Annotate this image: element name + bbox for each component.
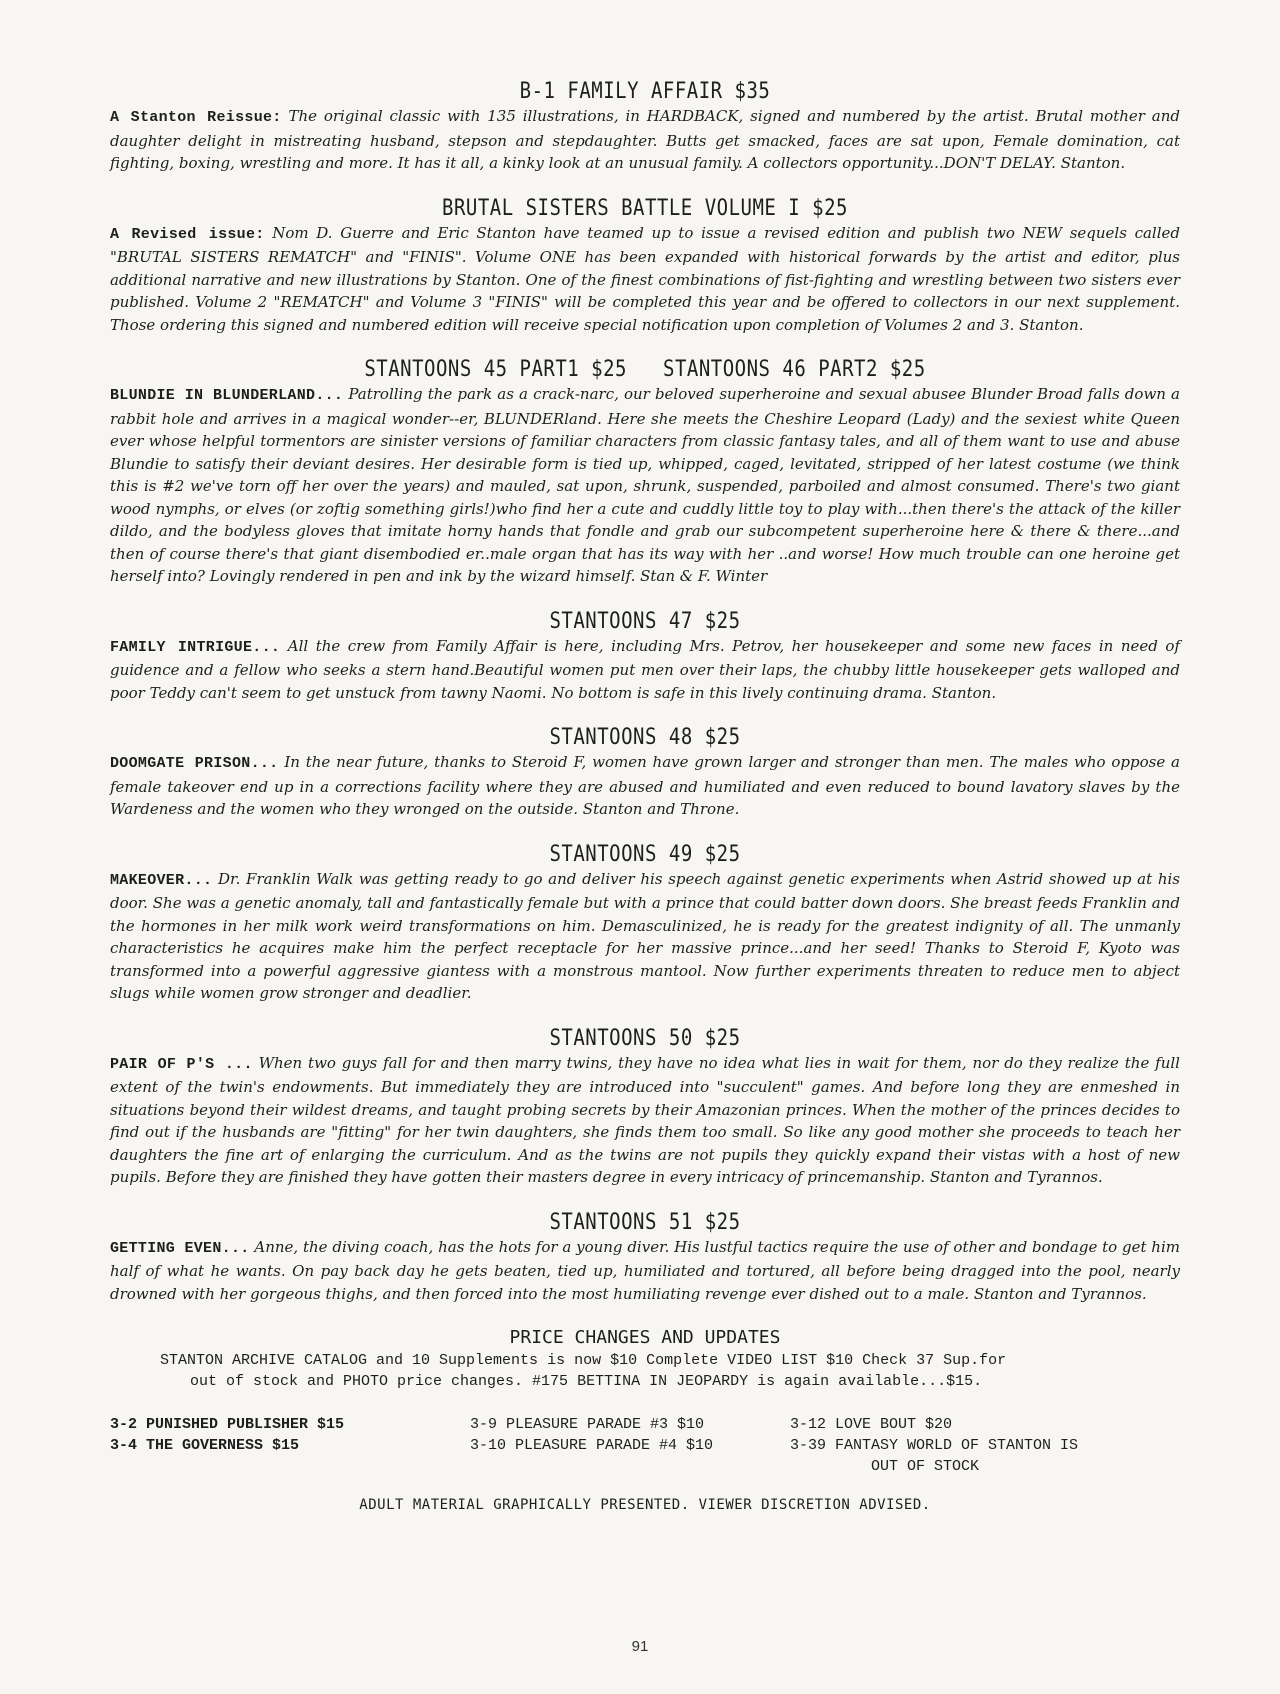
entry-lead: BLUNDIE IN BLUNDERLAND... [110, 387, 344, 404]
entry-description [110, 635, 1180, 705]
price-item: 3-12 LOVE BOUT $20 [790, 1416, 953, 1433]
entry-description [110, 105, 1180, 175]
price-column [470, 1414, 790, 1477]
entry-text: In the near future, thanks to Steroid F, women have grown larger and stronger than men. The males who oppose a female takeover end up in a corrections facility where they are abused and humiliated and even reduced to bound lavatory slaves by the Wardeness and the women who they wronged on the outside. Stanton and Throne. [110, 753, 1180, 818]
entry-description [110, 222, 1180, 337]
entry-stantoons-51 [110, 1208, 1180, 1306]
price-titles-grid [110, 1414, 1180, 1477]
entry-lead: MAKEOVER... [110, 871, 213, 889]
price-item: OUT OF STOCK [790, 1458, 980, 1475]
entry-description [110, 383, 1180, 588]
entry-description [110, 1052, 1180, 1189]
price-changes-title: PRICE CHANGES AND UPDATES [509, 1327, 781, 1348]
adult-content-notice: ADULT MATERIAL GRAPHICALLY PRESENTED. VIEWER DISCRETION ADVISED. [359, 1497, 931, 1513]
price-item: 3-39 FANTASY WORLD OF STANTON IS [790, 1437, 1079, 1454]
price-line: out of stock and PHOTO price changes. #175 BETTINA IN JEOPARDY is again available...$15. [190, 1373, 983, 1390]
entry-lead: A Stanton Reissue: [110, 109, 282, 126]
price-item: 3-9 PLEASURE PARADE #3 $10 [470, 1416, 705, 1433]
price-line: STANTON ARCHIVE CATALOG and 10 Supplements is now $10 Complete VIDEO LIST $10 Check 37 Sup.for [160, 1352, 1007, 1369]
price-item: 3-2 PUNISHED PUBLISHER $15 [110, 1416, 345, 1433]
entry-title: STANTOONS 50 $25 [549, 1024, 741, 1051]
entry-text: Dr. Franklin Walk was getting ready to go and deliver his speech against genetic experiments when Astrid showed up at his door. She was a genetic anomaly, tall and fantastically female but with a prince that could batter down doors. She breast feeds Franklin and the hormones in her milk work weird transformations on him. Demasculinized, he is ready for the greatest indignity of all. The unmanly characteristics he acquires make him the perfect receptacle for her massive prince...and her seed! Thanks to Steroid F, Kyoto was transformed into a powerful aggressive giantess with a monstrous mantool. Now further experiments threaten to reduce men to abject slugs while women grow stronger and deadlier. [110, 869, 1180, 1002]
entry-stantoons-45-46 [110, 358, 1180, 588]
entry-stantoons-49 [110, 840, 1180, 1005]
entry-title: STANTOONS 49 $25 [549, 840, 741, 867]
price-item: 3-4 THE GOVERNESS $15 [110, 1437, 300, 1454]
entry-text: Patrolling the park as a crack-narc, our beloved superheroine and sexual abusee Blunder Broad falls down a rabbit hole and arrives in a magical wonder--er, BLUNDERland. Here she meets the Cheshire Leopard (Lady) and the sexiest white Queen ever whose helpful tormentors are sinister versions of familiar characters from classic fantasy tales, and all of them want to use and abuse Blundie to satisfy their deviant desires. Her desirable form is tied up, whipped, caged, levitated, stripped of her latest costume (we think this is #2 we've torn off her over the years) and mauled, sat upon, shrunk, suspended, parboiled and almost consumed. There's two giant wood nymphs, or elves (or zoftig something girls!)who find her a cute and cuddly little toy to play with...then there's the attack of the killer dildo, and the bodyless gloves that imitate horny hands that fondle and grab our subcompetent superheroine here & there & there...and then of course there's that giant disembodied er..male organ that has its way with her ..and worse! How much trouble can one heroine get herself into? Lovingly rendered in pen and ink by the wizard himself. Stan & F. Winter [110, 385, 1180, 585]
entry-stantoons-50 [110, 1024, 1180, 1189]
entry-text: The original classic with 135 illustrations, in HARDBACK, signed and numbered by the artist. Brutal mother and daughter delight in mistreating husband, stepson and stepdaughter. Butts get smacked, faces are sat upon, Female domination, cat fighting, boxing, wrestling and more. It has it all, a kinky look at an unusual family. A collectors opportunity...DON'T DELAY. Stanton. [110, 107, 1180, 172]
entry-stantoons-48 [110, 726, 1180, 821]
entry-stantoons-47 [110, 607, 1180, 705]
entry-title-left: STANTOONS 45 PART1 $25 [364, 356, 627, 382]
entry-text: When two guys fall for and then marry twins, they have no idea what lies in wait for them, nor do they realize the full extent of the twin's endowments. But immediately they are introduced into "succulent" games. And before long they are enmeshed in situations beyond their wildest dreams, and taught probing secrets by their Amazonian princes. When the mother of the princes decides to find out if the husbands are "fitting" for her twin daughters, she finds them too small. So like any good mother she proceeds to teach her daughters the fine art of enlarging the curriculum. And as the twins are not pupils they quickly expand their vistas with a host of new pupils. Before they are finished they have gotten their masters degree in every intricacy of princemanship. Stanton and Tyrannos. [110, 1053, 1180, 1186]
entry-text: Anne, the diving coach, has the hots for a young diver. His lustful tactics require the use of other and bondage to get him half of what he wants. On pay back day he gets beaten, tied up, humiliated and tortured, all before being dragged into the pool, nearly drowned with her gorgeous thighs, and then forced into the most humiliating revenge ever dished out to a male. Stanton and Tyrannos. [110, 1237, 1180, 1303]
price-changes-section [110, 1327, 1180, 1477]
entry-title: STANTOONS 47 $25 [549, 607, 741, 634]
entry-lead: DOOMGATE PRISON... [110, 755, 279, 772]
entry-lead: A Revised issue: [110, 225, 265, 243]
entry-lead: GETTING EVEN... [110, 1239, 250, 1257]
entry-description [110, 751, 1180, 821]
catalog-page [110, 80, 1180, 1513]
page-number: 91 [631, 1638, 649, 1655]
price-column [790, 1414, 1120, 1477]
entry-title: BRUTAL SISTERS BATTLE VOLUME I $25 [442, 194, 848, 221]
entry-title: STANTOONS 51 $25 [549, 1208, 741, 1235]
entry-text: All the crew from Family Affair is here, including Mrs. Petrov, her housekeeper and some new faces in need of guidence and a fellow who seeks a stern hand.Beautiful women put men over their laps, the chubby little housekeeper gets walloped and poor Teddy can't seem to get unstuck from tawny Naomi. No bottom is safe in this lively continuing drama. Stanton. [110, 636, 1180, 702]
entry-title-right: STANTOONS 46 PART2 $25 [663, 356, 926, 382]
price-changes-text [160, 1350, 1180, 1392]
entry-title: STANTOONS 48 $25 [549, 724, 741, 750]
price-item: 3-10 PLEASURE PARADE #4 $10 [470, 1437, 714, 1454]
entry-lead: PAIR OF P'S ... [110, 1055, 253, 1073]
entry-brutal-sisters [110, 194, 1180, 337]
entry-description [110, 1236, 1180, 1306]
entry-lead: FAMILY INTRIGUE... [110, 638, 281, 656]
price-column [110, 1414, 470, 1477]
entry-description [110, 868, 1180, 1005]
entry-family-affair [110, 80, 1180, 175]
entry-title-pair [110, 356, 1180, 381]
entry-text: Nom D. Guerre and Eric Stanton have teamed up to issue a revised edition and publish two NEW sequels called "BRUTAL SISTERS REMATCH" and "FINIS". Volume ONE has been expanded with historical forwards by the artist and editor, plus additional narrative and new illustrations by Stanton. One of the finest combinations of fist-fighting and wrestling between two sisters ever published. Volume 2 "REMATCH" and Volume 3 "FINIS" will be completed this year and be offered to collectors in our next supplement. Those ordering this signed and numbered edition will receive special notification upon completion of Volumes 2 and 3. Stanton. [110, 223, 1180, 334]
entry-title: B-1 FAMILY AFFAIR $35 [519, 78, 771, 104]
